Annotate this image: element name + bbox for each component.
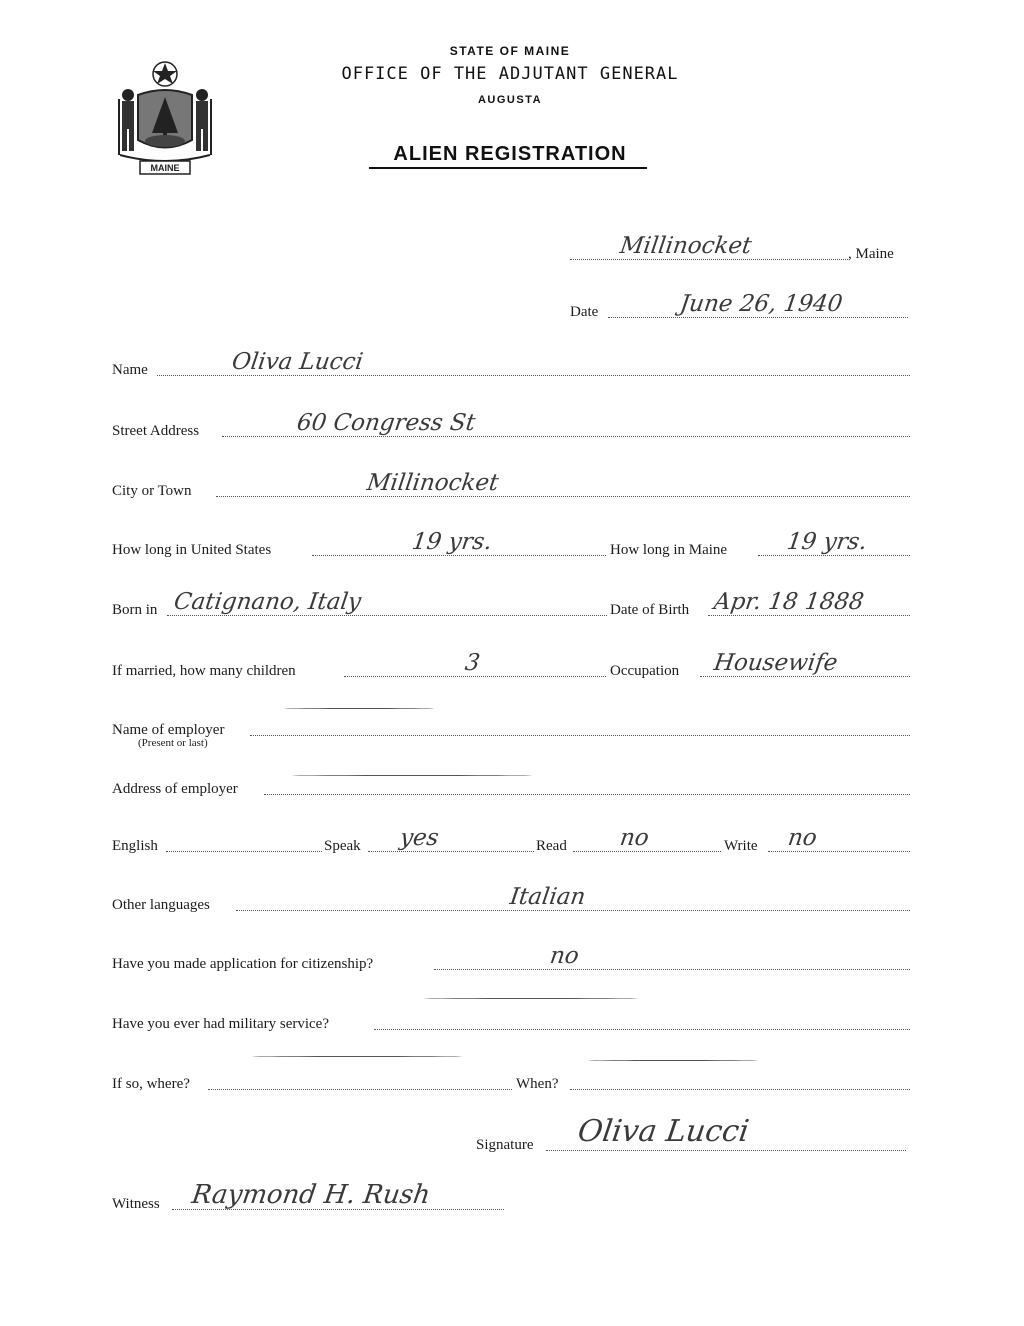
employer-address-label: Address of employer bbox=[112, 781, 238, 797]
read-label: Read bbox=[536, 838, 567, 854]
header-office: OFFICE OF THE ADJUTANT GENERAL bbox=[341, 64, 679, 84]
how-long-maine-label: How long in Maine bbox=[610, 542, 728, 558]
speak-value: yes bbox=[398, 825, 441, 851]
date-of-birth-value: Apr. 18 1888 bbox=[712, 589, 866, 615]
name-label: Name bbox=[112, 362, 148, 378]
name-row bbox=[112, 349, 912, 378]
city-value: Millinocket bbox=[365, 470, 501, 496]
other-languages-value: Italian bbox=[508, 884, 588, 910]
blank-mark bbox=[284, 708, 434, 709]
employer-address-row bbox=[112, 771, 912, 797]
how-long-us-value: 19 yrs. bbox=[410, 529, 494, 555]
signature-label: Signature bbox=[476, 1137, 534, 1153]
other-languages-label: Other languages bbox=[112, 897, 210, 913]
write-value: no bbox=[786, 825, 819, 851]
witness-value: Raymond H. Rush bbox=[189, 1180, 433, 1210]
military-label: Have you ever had military service? bbox=[112, 1016, 329, 1032]
english-label: English bbox=[112, 838, 158, 854]
occupation-value: Housewife bbox=[712, 650, 840, 676]
children-label: If married, how many children bbox=[112, 663, 296, 679]
street-address-label: Street Address bbox=[112, 423, 200, 439]
city-label: City or Town bbox=[112, 483, 192, 499]
children-row bbox=[112, 650, 912, 679]
blank-mark bbox=[292, 775, 532, 776]
street-address-row bbox=[112, 410, 912, 439]
header-city: AUGUSTA bbox=[477, 94, 543, 106]
form-title: ALIEN REGISTRATION bbox=[393, 143, 627, 165]
name-value: Oliva Lucci bbox=[230, 349, 365, 375]
occupation-label: Occupation bbox=[610, 663, 680, 679]
date-row bbox=[570, 291, 915, 320]
citizenship-label: Have you made application for citizenship? bbox=[112, 956, 374, 972]
signature-row bbox=[476, 1114, 912, 1153]
date-value: June 26, 1940 bbox=[678, 291, 845, 317]
place-row bbox=[570, 233, 915, 262]
citizenship-value: no bbox=[548, 943, 581, 969]
blank-mark bbox=[252, 1056, 462, 1057]
employer-name-label: Name of employer bbox=[112, 722, 225, 738]
header-state: STATE OF MAINE bbox=[449, 44, 571, 58]
english-row bbox=[112, 825, 912, 854]
born-row bbox=[112, 589, 912, 618]
military-row bbox=[112, 1006, 912, 1032]
children-value: 3 bbox=[463, 650, 482, 676]
signature-value: Oliva Lucci bbox=[575, 1114, 752, 1149]
title-underline bbox=[369, 167, 647, 169]
write-label: Write bbox=[724, 838, 758, 854]
read-value: no bbox=[618, 825, 651, 851]
how-long-maine-value: 19 yrs. bbox=[785, 529, 869, 555]
blank-mark bbox=[588, 1060, 758, 1061]
when-label: When? bbox=[516, 1076, 559, 1092]
born-in-value: Catignano, Italy bbox=[172, 589, 363, 615]
employer-name-row bbox=[112, 712, 912, 738]
employer-name-sublabel: (Present or last) bbox=[138, 737, 208, 749]
state-of-maine-seal-icon bbox=[110, 55, 220, 180]
place-value: Millinocket bbox=[618, 233, 754, 259]
city-row bbox=[112, 470, 912, 499]
place-suffix: , Maine bbox=[848, 246, 894, 262]
other-languages-row bbox=[112, 884, 912, 913]
witness-label: Witness bbox=[112, 1196, 160, 1212]
how-long-us-label: How long in United States bbox=[112, 542, 272, 558]
blank-mark bbox=[424, 998, 638, 999]
speak-label: Speak bbox=[324, 838, 361, 854]
how-long-row bbox=[112, 529, 912, 558]
date-label: Date bbox=[570, 304, 599, 320]
citizenship-row bbox=[112, 943, 912, 972]
born-in-label: Born in bbox=[112, 602, 158, 618]
date-of-birth-label: Date of Birth bbox=[610, 602, 690, 618]
seal-motto: MAINE bbox=[150, 163, 180, 173]
witness-row bbox=[112, 1180, 512, 1212]
where-label: If so, where? bbox=[112, 1076, 190, 1092]
where-when-row bbox=[112, 1066, 912, 1092]
street-address-value: 60 Congress St bbox=[295, 410, 477, 436]
